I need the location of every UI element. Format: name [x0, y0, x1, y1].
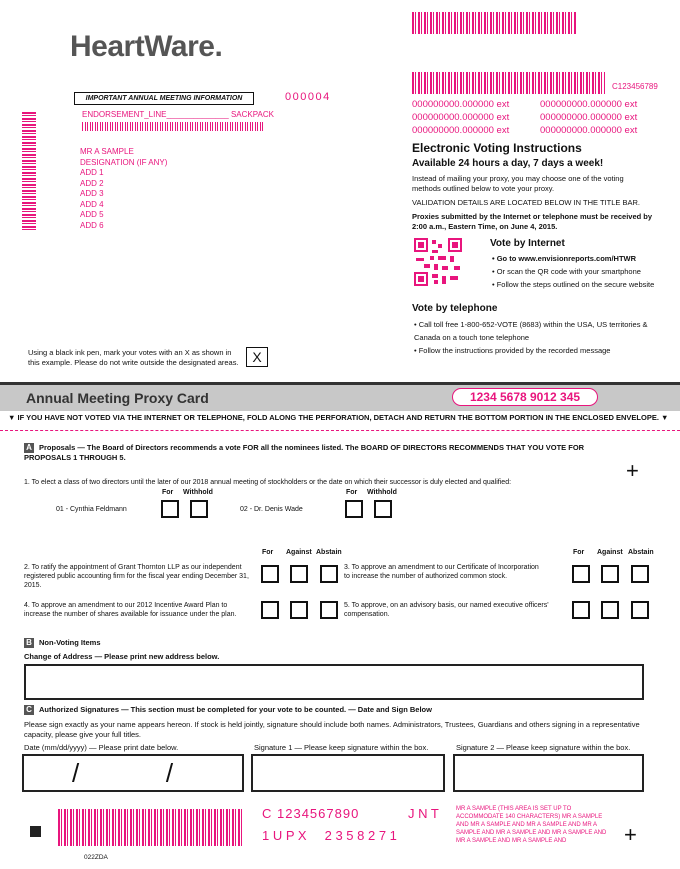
p2-abstain-checkbox[interactable]: [320, 565, 338, 583]
section-b-header: [24, 638, 101, 648]
voting-title: Electronic Voting Instructions: [412, 141, 582, 155]
footer-code-2: 1 U P X 2 3 5 8 2 7 1: [262, 828, 397, 843]
address-line: ADD 2: [80, 178, 104, 188]
nominee-2: 02 - Dr. Denis Wade: [240, 506, 303, 513]
left-abstain-label: Abstain: [316, 549, 342, 556]
signature-2-label: Signature 2 — Please keep signature within the box.: [456, 743, 631, 752]
form-code: 022ZDA: [84, 854, 108, 861]
right-for-label: For: [573, 549, 585, 556]
address-line: ADD 5: [80, 210, 104, 219]
fold-instruction: ▼ IF YOU HAVE NOT VOTED VIA THE INTERNET OR TELEPHONE, FOLD ALONG THE PERFORATION, DETACH AND RETURN THE BOTTOM PORTION IN THE ENCLOSED ENVELOPE. ▼: [8, 413, 669, 422]
change-address-input[interactable]: [24, 664, 644, 700]
right-abstain-label: Abstain: [628, 549, 654, 556]
proposal-4-text: 4. To approve an amendment to our 2012 Incentive Award Plan to increase the number of shares available for issuance under the plan.: [24, 602, 237, 618]
voting-subtitle: Available 24 hours a day, 7 days a week!: [412, 158, 604, 169]
left-for-label: For: [262, 549, 274, 556]
section-a-text: Proposals — The Board of Directors recommends a vote FOR all the nominees listed. The BOARD OF DIRECTORS RECOMMENDS THAT YOU VOTE FOR PROPOSALS 1 THROUGH 5.: [24, 443, 585, 463]
p4-against-checkbox[interactable]: [290, 601, 308, 619]
ext-codes-left: [412, 98, 509, 137]
phone-title: Vote by telephone: [412, 303, 498, 314]
footer-code-1: C 1234567890: [262, 806, 360, 821]
address-line: ADD 6: [80, 220, 104, 230]
p5-against-checkbox[interactable]: [601, 601, 619, 619]
endorsement-line: ENDORSEMENT_LINE______________ SACKPACK: [82, 110, 274, 119]
qr-code: [414, 238, 462, 286]
perforation-line: [0, 430, 680, 431]
footer-barcode: [58, 809, 242, 846]
signature-instructions: Please sign exactly as your name appears hereon. If stock is held jointly, signature should include both names. Administrators, Trustees, Guardians and others signing in a representative capacity, please give your full titles.: [24, 720, 640, 739]
p4-for-checkbox[interactable]: [261, 601, 279, 619]
top-right-code: C123456789: [612, 82, 658, 91]
side-barcode: [22, 112, 36, 232]
change-address-label: Change of Address — Please print new address below.: [24, 652, 220, 661]
footer-jnt: J N T: [408, 806, 439, 821]
signature-1-input[interactable]: [251, 754, 445, 792]
nominee-2-withhold-checkbox[interactable]: [374, 500, 392, 518]
ext-code: 000000000.000000 ext: [412, 99, 510, 110]
heartware-logo: HeartWare.: [70, 30, 223, 63]
ext-code: 000000000.000000 ext: [412, 125, 510, 136]
p1b-withhold-label: Withhold: [367, 489, 397, 496]
mid-barcode: [412, 72, 605, 94]
phone-items: [414, 318, 654, 357]
address-line: DESIGNATION (IF ANY): [80, 157, 168, 167]
sequence-number: 000004: [285, 91, 331, 103]
postal-barcode: [82, 122, 264, 131]
address-line: ADD 1: [80, 168, 104, 177]
left-against-label: Against: [286, 549, 312, 556]
proposal-2-text: 2. To ratify the appointment of Grant Thornton LLP as our independent registered public accounting firm for the fiscal year ending December 31, 2015.: [24, 564, 249, 589]
section-c-badge: C: [24, 705, 34, 715]
date-label: Date (mm/dd/yyyy) — Please print date below.: [24, 743, 179, 752]
address-line: MR A SAMPLE: [80, 147, 134, 156]
ext-code: 000000000.000000 ext: [540, 125, 638, 136]
address-block: [80, 147, 167, 231]
card-title: Annual Meeting Proxy Card: [26, 390, 209, 406]
ext-code: 000000000.000000 ext: [412, 112, 510, 123]
proposal-5-text: 5. To approve, on an advisory basis, our named executive officers' compensation.: [344, 602, 549, 618]
ext-code: 000000000.000000 ext: [540, 99, 638, 110]
section-b-text: Non-Voting Items: [39, 638, 101, 647]
phone-item: • Follow the instructions provided by the recorded message: [414, 346, 611, 355]
plus-mark-top: +: [626, 458, 639, 483]
section-b-badge: B: [24, 638, 34, 648]
date-slashes: / /: [72, 758, 174, 788]
corner-square: [30, 826, 41, 837]
section-a-header: [24, 443, 624, 463]
nominee-1-for-checkbox[interactable]: [161, 500, 179, 518]
internet-item: • Follow the steps outlined on the secure website: [492, 280, 655, 289]
example-mark-box: X: [246, 347, 268, 367]
card-title-bar: [0, 382, 680, 411]
proposal-1-text: 1. To elect a class of two directors until the later of our 2018 annual meeting of stockholders or the date on which their successor is duly elected and qualified:: [24, 479, 512, 486]
p3-for-checkbox[interactable]: [572, 565, 590, 583]
p2-for-checkbox[interactable]: [261, 565, 279, 583]
p5-abstain-checkbox[interactable]: [631, 601, 649, 619]
p2-against-checkbox[interactable]: [290, 565, 308, 583]
top-barcode: [412, 12, 577, 34]
internet-title: Vote by Internet: [490, 238, 565, 249]
p3-abstain-checkbox[interactable]: [631, 565, 649, 583]
p1-withhold-label: Withhold: [183, 489, 213, 496]
internet-item: • Go to www.envisionreports.com/HTWR: [492, 254, 637, 263]
proposal-3-text: 3. To approve an amendment to our Certificate of Incorporation to increase the number of authorized common stock.: [344, 564, 539, 580]
nominee-1-withhold-checkbox[interactable]: [190, 500, 208, 518]
ext-code: 000000000.000000 ext: [540, 112, 638, 123]
address-line: ADD 3: [80, 189, 104, 198]
control-number: 1234 5678 9012 345: [452, 388, 598, 406]
section-a-badge: A: [24, 443, 34, 453]
voting-intro: Instead of mailing your proxy, you may choose one of the voting methods outlined below to vote your proxy.: [412, 174, 624, 193]
plus-mark-bottom: +: [624, 822, 637, 847]
voting-validation: VALIDATION DETAILS ARE LOCATED BELOW IN THE TITLE BAR.: [412, 198, 640, 207]
ext-codes-right: [540, 98, 637, 137]
meeting-info-label: IMPORTANT ANNUAL MEETING INFORMATION: [74, 92, 254, 105]
p5-for-checkbox[interactable]: [572, 601, 590, 619]
p3-against-checkbox[interactable]: [601, 565, 619, 583]
voting-deadline: Proxies submitted by the Internet or telephone must be received by 2:00 a.m., Eastern Time, on June 4, 2015.: [412, 212, 653, 231]
p4-abstain-checkbox[interactable]: [320, 601, 338, 619]
right-against-label: Against: [597, 549, 623, 556]
internet-items: [492, 252, 654, 291]
nominee-2-for-checkbox[interactable]: [345, 500, 363, 518]
footer-sample-text: MR A SAMPLE (THIS AREA IS SET UP TO ACCOMMODATE 140 CHARACTERS) MR A SAMPLE AND MR A SAMPLE AND MR A SAMPLE AND MR A SAMPLE AND MR A SAMPLE AND MR A SAMPLE AND MR A SAMPLE AND MR A SAMPLE AND: [456, 806, 607, 844]
signature-2-input[interactable]: [453, 754, 644, 792]
nominee-1: 01 - Cynthia Feldmann: [56, 506, 127, 513]
phone-item: • Call toll free 1-800-652-VOTE (8683) within the USA, US territories & Canada on a touch tone telephone: [414, 320, 648, 342]
internet-item: • Or scan the QR code with your smartphone: [492, 267, 641, 276]
section-c-header: [24, 705, 432, 715]
signature-1-label: Signature 1 — Please keep signature within the box.: [254, 743, 429, 752]
p1-for-label: For: [162, 489, 174, 496]
p1b-for-label: For: [346, 489, 358, 496]
date-input[interactable]: [22, 754, 244, 792]
ink-instruction: Using a black ink pen, mark your votes with an X as shown in this example. Please do not write outside the designated areas.: [28, 348, 239, 367]
address-line: ADD 4: [80, 199, 104, 209]
section-c-text: Authorized Signatures — This section must be completed for your vote to be counted. — Date and Sign Below: [39, 705, 432, 714]
